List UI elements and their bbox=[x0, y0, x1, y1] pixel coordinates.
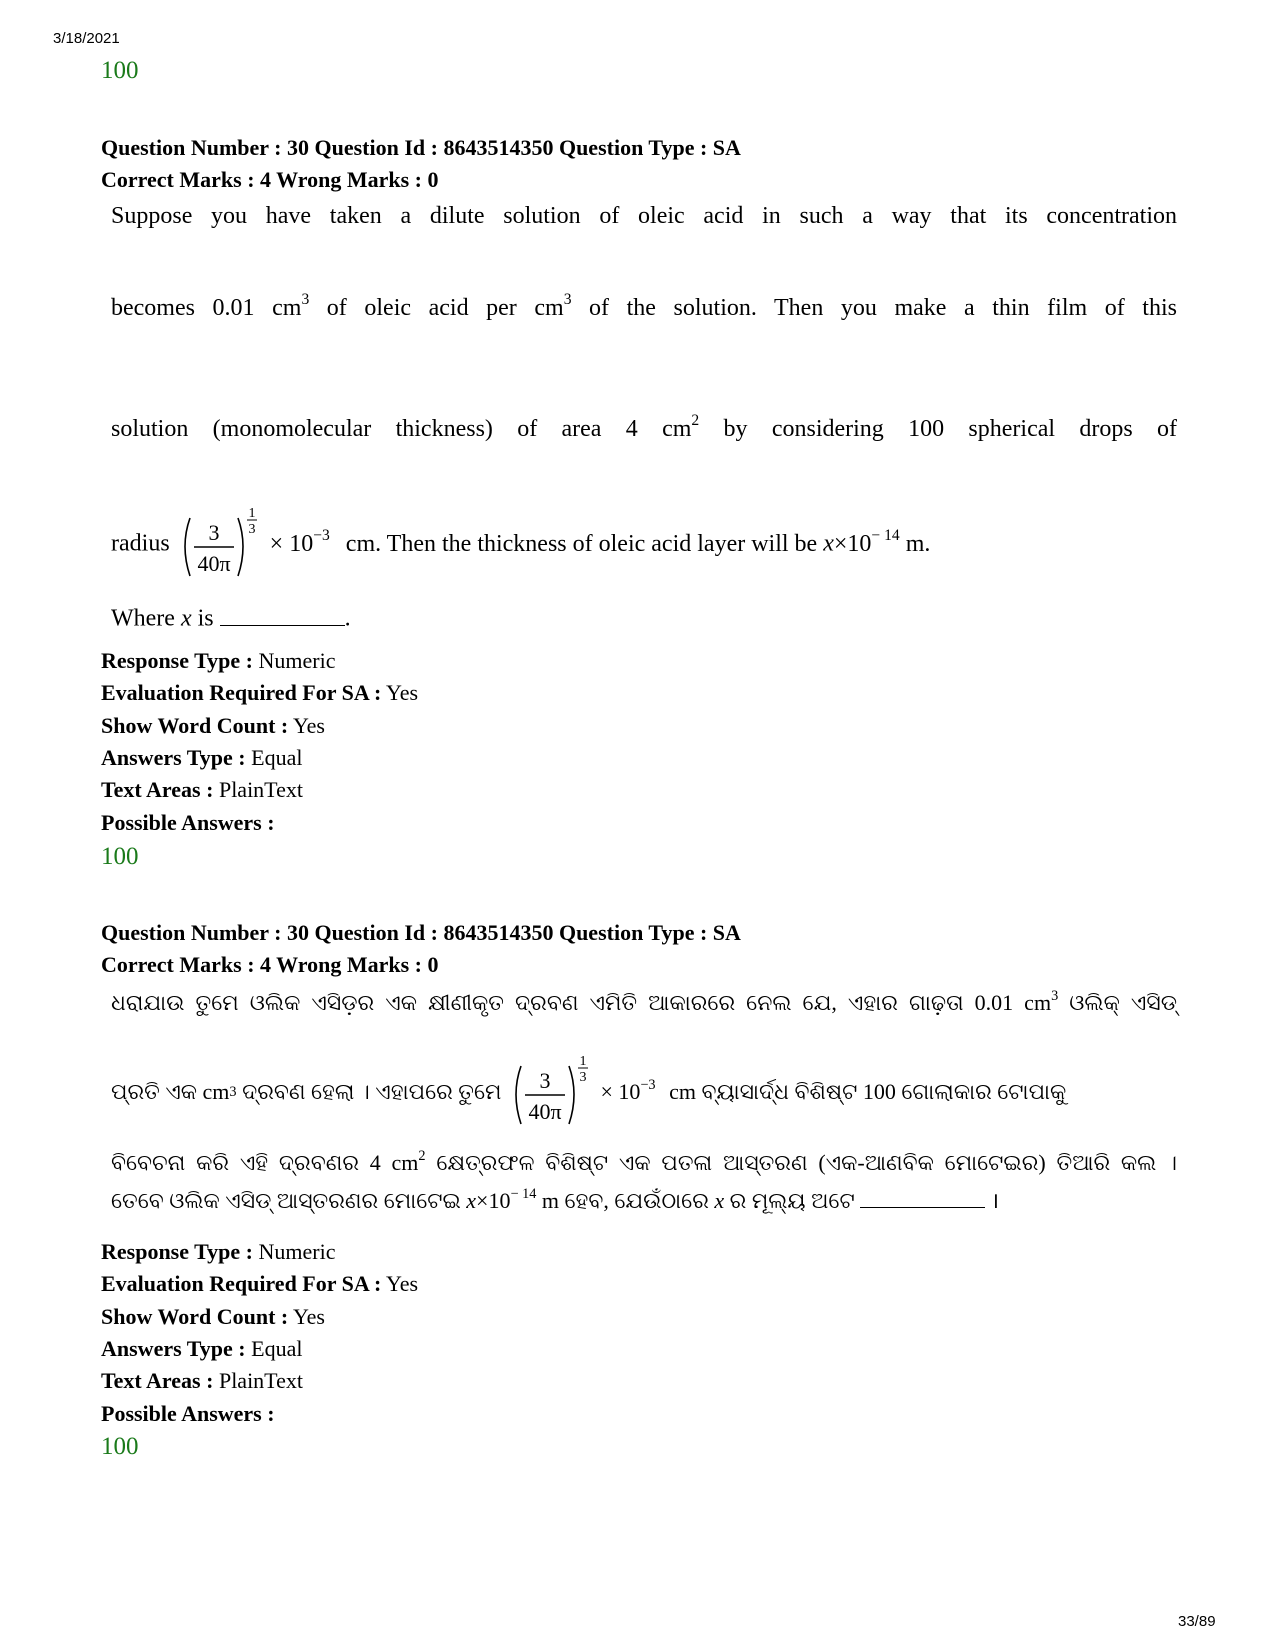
odia-text-line-4: ତେବେ ଓଲିକ ଏସିଡ୍ ଆସ୍ତରଣର ମୋଟେଇ $x\times 10^{- 14}$ m ହେବ, ଯେଉଁଠାରେ x ର ମୂଲ୍ୟ ଅଟେ । bbox=[111, 1186, 1000, 1213]
question-text-line-1: Suppose you have taken a dilute solution of oleic acid in such a way that its concentration bbox=[111, 203, 1177, 229]
response-type-2: Response Type : Numeric bbox=[101, 1239, 336, 1264]
odia-text-line-3: ବିବେଚନା କରି ଏହି ଦ୍ରବଣର 4 $cm^2$ କ୍ଷେତ୍ରଫଳ ବିଶିଷ୍ଟ ଏକ ପତଳା ଆସ୍ତରଣ (ଏକ-ଆଣବିକ ମୋଟେଇର) ତିଆରି କଲ । bbox=[111, 1148, 1177, 1175]
text-areas-2: Text Areas : PlainText bbox=[101, 1368, 303, 1393]
answers-type-2: Answers Type : Equal bbox=[101, 1336, 303, 1361]
answer-blank-odia bbox=[860, 1187, 985, 1208]
question-text-line-4: radius 3 40π 1 3 × $10^{-3}$ cm. Then the thickness of oleic acid layer will be $x\times 10^{- 14}$ m. bbox=[111, 504, 1177, 584]
question-header: Question Number : 30 Question Id : 8643514350 Question Type : SA bbox=[101, 135, 741, 160]
possible-answer-value-2: 100 bbox=[101, 1433, 139, 1460]
odia-text-line-1: ଧରାଯାଉ ତୁମେ ଓଲିକ ଏସିଡ଼ର ଏକ କ୍ଷୀଣୀକୃତ ଦ୍ରବଣ ଏମିତି ଆକାରରେ ନେଲ ଯେ, ଏହାର ଗାଢ଼ତା 0.01 $cm^3$ ଓଲିକ୍ ଏସିଡ୍ bbox=[111, 988, 1177, 1015]
question-text-line-3: solution (monomolecular thickness) of area 4 $cm^2$ by considering 100 spherical drops of bbox=[111, 412, 1177, 442]
radius-formula-odia bbox=[507, 1052, 595, 1132]
answers-type: Answers Type : Equal bbox=[101, 745, 303, 770]
show-word-count: Show Word Count : Yes bbox=[101, 713, 325, 738]
text-areas: Text Areas : PlainText bbox=[101, 777, 303, 802]
fraction-numerator: 3 bbox=[539, 1068, 551, 1093]
evaluation-required: Evaluation Required For SA : Yes bbox=[101, 680, 419, 705]
possible-answer-value: 100 bbox=[101, 843, 139, 870]
exponent-numerator: 1 bbox=[579, 1054, 587, 1069]
response-type: Response Type : Numeric bbox=[101, 648, 336, 673]
page-number: 33/89 bbox=[1178, 1613, 1216, 1630]
exponent-numerator: 1 bbox=[248, 506, 256, 521]
odia-text-line-2: ପ୍ରତି ଏକ cm3 ଦ୍ରବଣ ହେଲା । ଏହାପରେ ତୁମେ 3 40π 1 3 × $10^{-3}$ cm ବ୍ୟାସାର୍ଦ୍ଧ ବିଶିଷ୍ଟ 100 ଗୋଲାକାର ଟୋପାକୁ bbox=[111, 1052, 1177, 1132]
possible-answers-label: Possible Answers : bbox=[101, 810, 275, 835]
radius-formula bbox=[176, 504, 264, 584]
question-marks-odia: Correct Marks : 4 Wrong Marks : 0 bbox=[101, 952, 439, 977]
question-header-odia: Question Number : 30 Question Id : 8643514350 Question Type : SA bbox=[101, 920, 741, 945]
print-date: 3/18/2021 bbox=[53, 30, 120, 47]
show-word-count-2: Show Word Count : Yes bbox=[101, 1304, 325, 1329]
exponent-denominator: 3 bbox=[579, 1070, 587, 1085]
fraction-denominator: 40π bbox=[528, 1099, 562, 1124]
evaluation-required-2: Evaluation Required For SA : Yes bbox=[101, 1271, 419, 1296]
question-text-line-2: becomes 0.01 $cm^3$ of oleic acid per $cm^3$ of the solution. Then you make a thin film of this bbox=[111, 291, 1177, 321]
fraction-denominator: 40π bbox=[197, 551, 231, 576]
previous-possible-answer: 100 bbox=[101, 57, 139, 84]
answer-blank bbox=[220, 603, 345, 626]
possible-answers-label-2: Possible Answers : bbox=[101, 1401, 275, 1426]
question-marks: Correct Marks : 4 Wrong Marks : 0 bbox=[101, 167, 439, 192]
fraction-numerator: 3 bbox=[208, 520, 220, 545]
exponent-denominator: 3 bbox=[248, 522, 256, 537]
question-text-line-5: Where x is . bbox=[111, 603, 351, 633]
